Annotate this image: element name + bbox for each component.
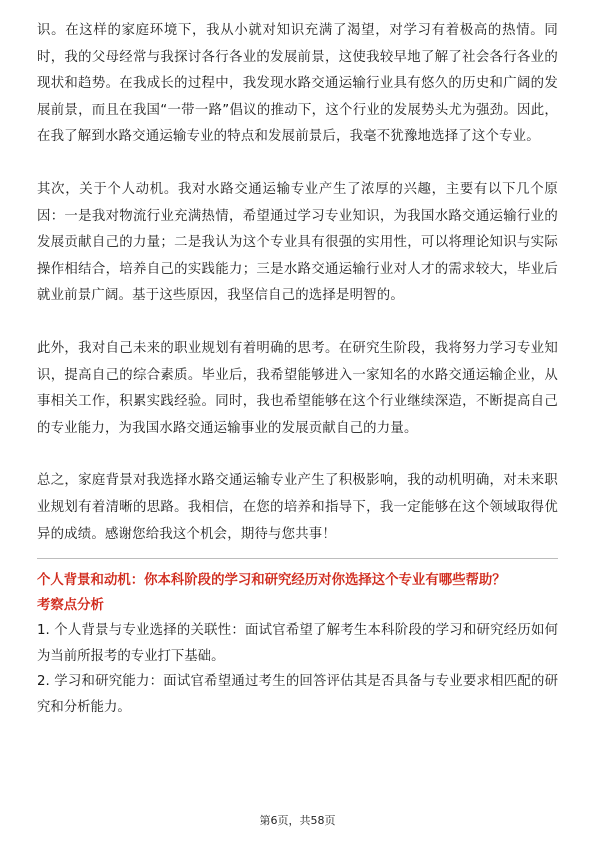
section-divider [37, 558, 558, 559]
paragraph-family-background: 识。在这样的家庭环境下，我从小就对知识充满了渴望，对学习有着极高的热情。同时，我的父母经常与我探讨各行各业的发展前景，这使我较早地了解了社会各行各业的现状和趋势。在我成长的过程中，我发现水路交通运输行业具有悠久的历史和广阔的发展前景，而且在我国“一带一路”倡议的推动下，这个行业的发展势头尤为强劲。因此，在我了解到水路交通运输专业的特点和发展前景后，我毫不犹豫地选择了这个专业。 [37, 23, 558, 145]
page-number-footer: 第6页，共58页 [259, 814, 336, 827]
paragraph-career-plan: 此外，我对自己未来的职业规划有着明确的思考。在研究生阶段，我将努力学习专业知识，提高自己的综合素质。毕业后，我希望能够进入一家知名的水路交通运输企业，从事相关工作，积累实践经验。同时，我也希望能够在这个行业继续深造，不断提高自己的专业能力，为我国水路交通运输事业的发展贡献自己的力量。 [37, 340, 558, 436]
interview-question: 个人背景和动机：你本科阶段的学习和研究经历对你选择这个专业有哪些帮助？ [37, 573, 506, 589]
analysis-point: 2. 学习和研究能力：面试官希望通过考生的回答评估其是否具备与专业要求相匹配的研究和分析能力。 [37, 674, 558, 715]
analysis-point: 1. 个人背景与专业选择的关联性：面试官希望了解考生本科阶段的学习和研究经历如何为当前所报考的专业打下基础。 [37, 623, 558, 664]
page-content [37, 18, 558, 720]
paragraph-personal-motivation: 其次，关于个人动机。我对水路交通运输专业产生了浓厚的兴趣，主要有以下几个原因：一是我对物流行业充满热情，希望通过学习专业知识，为我国水路交通运输行业的发展贡献自己的力量；二是我认为这个专业具有很强的实用性，可以将理论知识与实际操作相结合，培养自己的实践能力；三是水路交通运输行业对人才的需求较大，毕业后就业前景广阔。基于这些原因，我坚信自己的选择是明智的。 [37, 181, 558, 304]
analysis-heading: 考察点分析 [37, 598, 104, 614]
paragraph-conclusion: 总之，家庭背景对我选择水路交通运输专业产生了积极影响，我的动机明确，对未来职业规划有着清晰的思路。我相信，在您的培养和指导下，我一定能够在这个领域取得优异的成绩。感谢您给我这个机会，期待与您共事！ [37, 473, 558, 542]
